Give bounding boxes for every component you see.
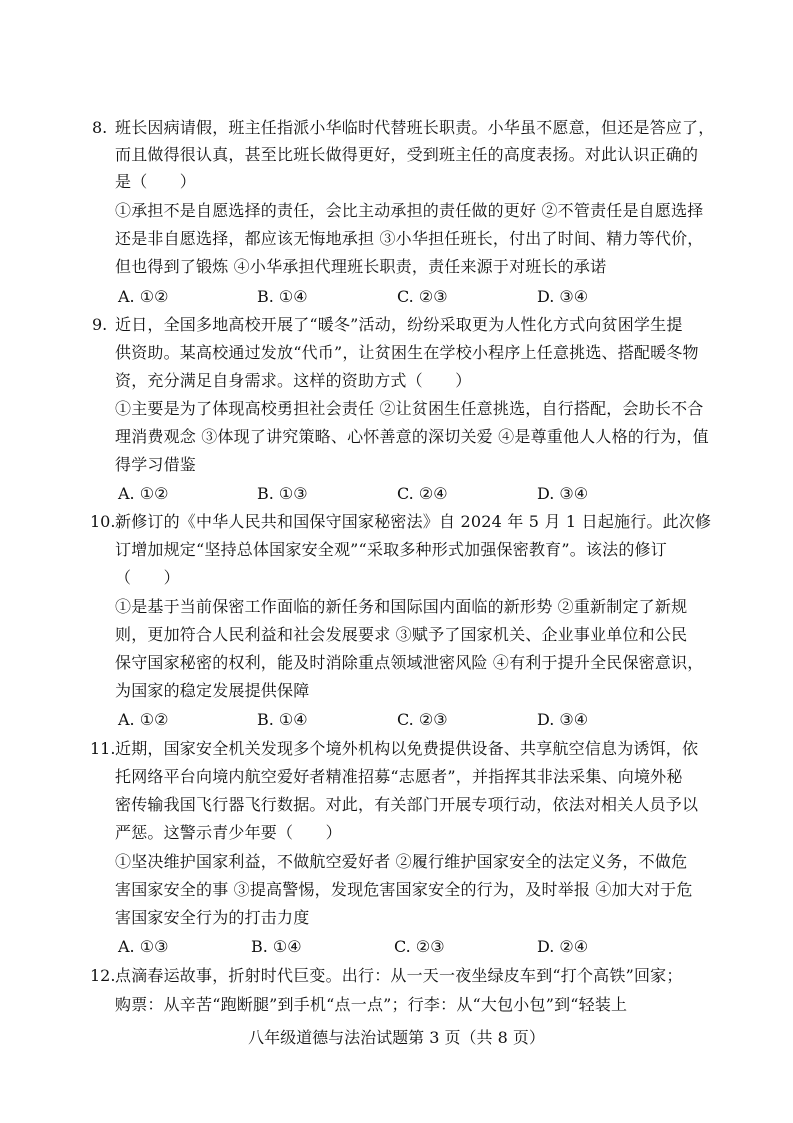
question-number: 11. [90,739,116,758]
option-d[interactable]: D. ②④ [537,937,589,956]
question-stem-line: 资，充分满足自身需求。这样的资助方式（ ） [115,371,472,390]
question-stem-line: 供资助。某高校通过发放“代币”，让贫困生在学校小程序上任意挑选、搭配暖冬物 [115,343,699,362]
question-number: 8. [92,118,108,137]
option-d[interactable]: D. ③④ [537,710,589,729]
option-a[interactable]: A. ①③ [118,937,169,956]
option-c[interactable]: C. ②④ [397,484,448,503]
option-b[interactable]: B. ①③ [257,484,308,503]
option-a[interactable]: A. ①② [118,287,169,306]
statement-line: ①主要是为了体现高校勇担社会责任 ②让贫困生任意挑选，自行搭配，会助长不合 [115,399,704,418]
statement-line: 害国家安全行为的打击力度 [115,908,310,927]
statement-line: 理消费观念 ③体现了讲究策略、心怀善意的深切关爱 ④是尊重他人人格的行为，值 [115,427,709,446]
question-stem-line: （ ） [115,568,180,587]
option-b[interactable]: B. ①④ [251,937,302,956]
option-a[interactable]: A. ①② [118,710,169,729]
statement-line: 则，更加符合人民利益和社会发展要求 ③赋予了国家机关、企业事业单位和公民 [115,625,688,644]
question-stem-line: 点滴春运故事，折射时代巨变。出行：从一天一夜坐绿皮车到“打个高铁”回家； [115,966,683,985]
question-stem-line: 严惩。这警示青少年要（ ） [115,823,342,842]
option-d[interactable]: D. ③④ [537,484,589,503]
option-c[interactable]: C. ②③ [397,287,448,306]
statement-line: ①承担不是自愿选择的责任，会比主动承担的责任做的更好 ②不管责任是自愿选择 [115,201,704,220]
question-number: 10. [90,512,116,531]
statement-line: 但也得到了锻炼 ④小华承担代理班长职责，责任来源于对班长的承诺 [115,257,607,276]
statement-line: ①是基于当前保密工作面临的新任务和国际国内面临的新形势 ②重新制定了新规 [115,597,688,616]
question-number: 9. [92,315,108,334]
statement-line: 还是非自愿选择，都应该无悔地承担 ③小华担任班长，付出了时间、精力等代价， [115,229,704,248]
question-stem-line: 近期，国家安全机关发现多个境外机构以免费提供设备、共享航空信息为诱饵，依 [115,739,699,758]
statement-line: 保守国家秘密的权利，能及时消除重点领域泄密风险 ④有利于提升全民保密意识， [115,653,704,672]
option-b[interactable]: B. ①④ [257,710,308,729]
option-d[interactable]: D. ③④ [537,287,589,306]
question-stem-line: 新修订的《中华人民共和国保守国家秘密法》自 2024 年 5 月 1 日起施行。此次修 [115,512,712,531]
statement-line: 得学习借鉴 [115,455,197,474]
question-stem-line: 是（ ） [115,172,197,191]
question-stem-line: 托网络平台向境内航空爱好者精准招募“志愿者”，并指挥其非法采集、向境外秘 [115,767,683,786]
option-b[interactable]: B. ①④ [257,287,308,306]
question-stem-line: 而且做得很认真，甚至比班长做得更好，受到班主任的高度表扬。对此认识正确的 [115,145,699,164]
question-stem-line: 班长因病请假，班主任指派小华临时代替班长职责。小华虽不愿意，但还是答应了， [115,118,715,137]
statement-line: 害国家安全的事 ③提高警惕，发现危害国家安全的行为，及时举报 ④加大对于危 [115,880,693,899]
question-stem-line: 近日，全国多地高校开展了“暖冬”活动，纷纷采取更为人性化方式向贫困学生提 [115,315,683,334]
page-footer: 八年级道德与法治试题第 3 页（共 8 页） [248,1028,545,1047]
question-stem-line: 密传输我国飞行器飞行数据。对此，有关部门开展专项行动，依法对相关人员予以 [115,795,699,814]
option-a[interactable]: A. ①② [118,484,169,503]
statement-line: 为国家的稳定发展提供保障 [115,681,310,700]
question-stem-line: 订增加规定“坚持总体国家安全观”“采取多种形式加强保密教育”。该法的修订 [115,540,667,559]
question-stem-line: 购票：从辛苦“跑断腿”到手机“点一点”；行李：从“大包小包”到“轻装上 [115,995,628,1014]
option-c[interactable]: C. ②③ [394,937,445,956]
option-c[interactable]: C. ②③ [397,710,448,729]
statement-line: ①坚决维护国家利益，不做航空爱好者 ②履行维护国家安全的法定义务，不做危 [115,852,688,871]
question-number: 12. [90,966,116,985]
